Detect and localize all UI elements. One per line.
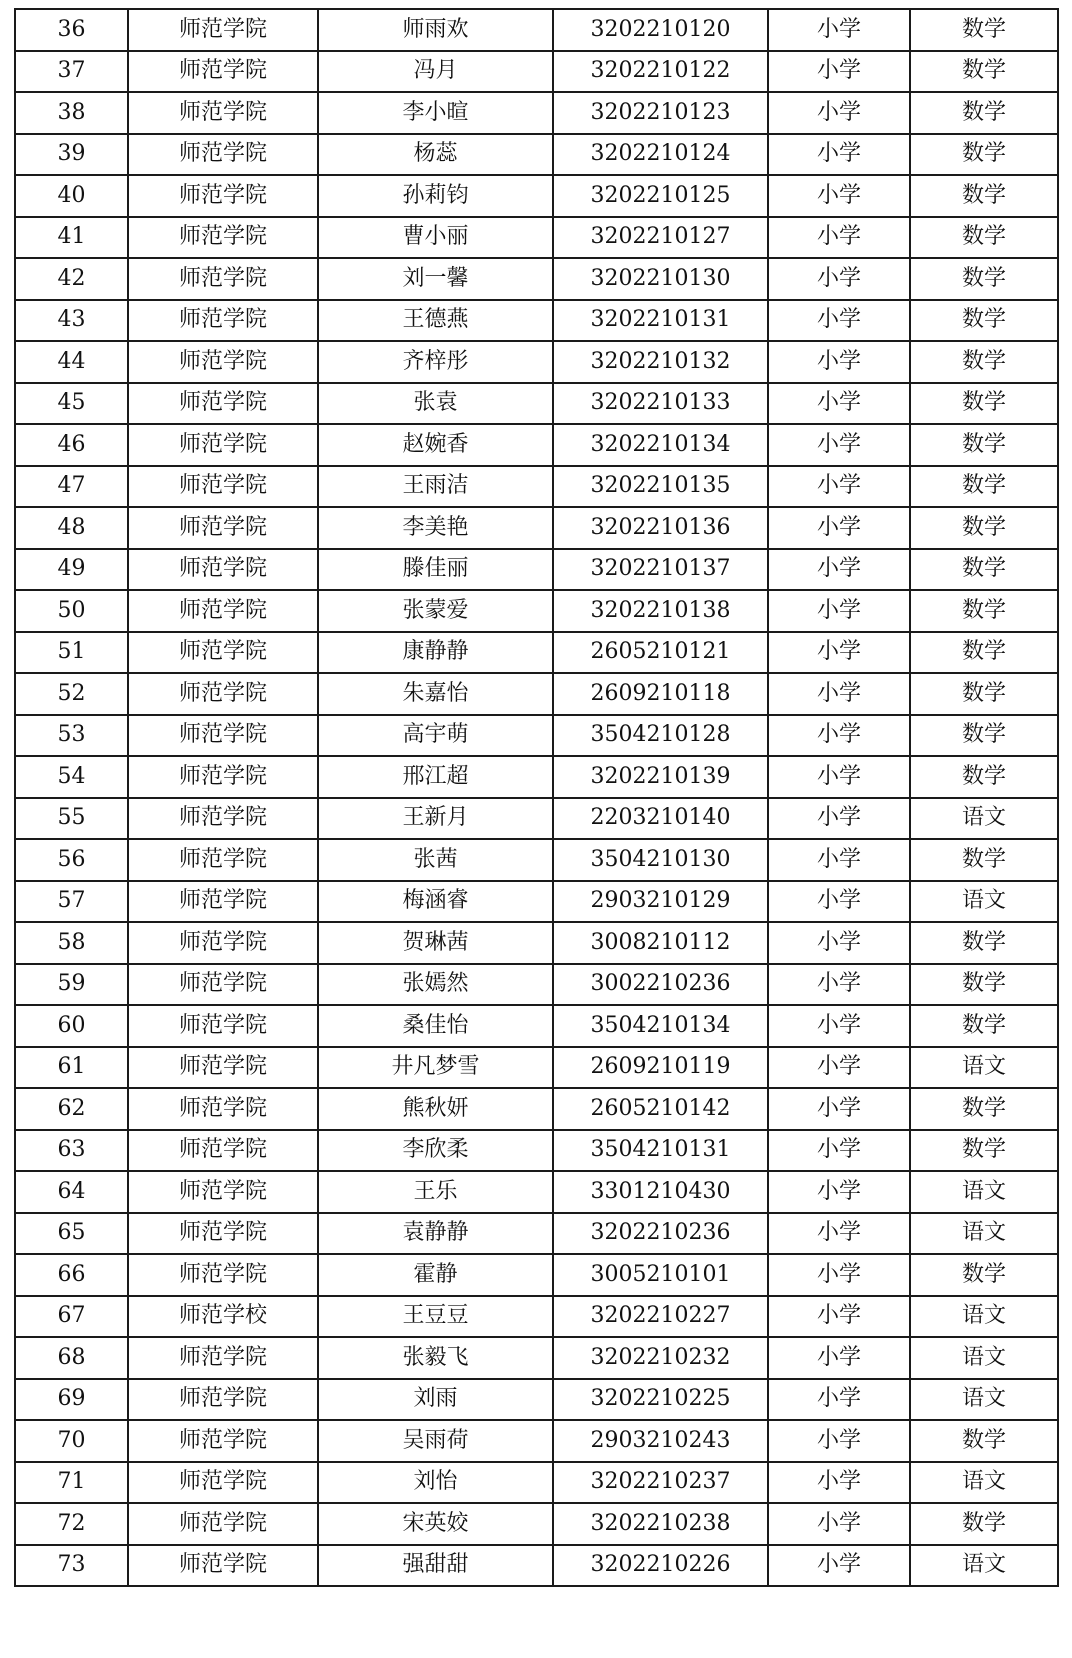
student-name-cell: 张毅飞 — [318, 1337, 553, 1379]
student-name-cell: 王德燕 — [318, 300, 553, 342]
subject-cell: 数学 — [910, 1005, 1058, 1047]
school-cell: 师范学院 — [128, 839, 318, 881]
subject-cell: 数学 — [910, 383, 1058, 425]
subject-cell: 数学 — [910, 590, 1058, 632]
table-row — [15, 590, 1058, 632]
table-row — [15, 632, 1058, 674]
school-cell: 师范学院 — [128, 756, 318, 798]
row-number-cell: 37 — [15, 51, 128, 93]
table-row — [15, 798, 1058, 840]
school-cell: 师范学院 — [128, 92, 318, 134]
row-number-cell: 68 — [15, 1337, 128, 1379]
school-stage-cell: 小学 — [768, 1296, 910, 1338]
subject-cell: 数学 — [910, 1254, 1058, 1296]
school-stage-cell: 小学 — [768, 134, 910, 176]
student-id-cell: 3202210123 — [553, 92, 768, 134]
school-stage-cell: 小学 — [768, 92, 910, 134]
school-stage-cell: 小学 — [768, 507, 910, 549]
row-number-cell: 40 — [15, 175, 128, 217]
row-number-cell: 51 — [15, 632, 128, 674]
row-number-cell: 57 — [15, 881, 128, 923]
row-number-cell: 41 — [15, 217, 128, 259]
roster-table-body — [15, 9, 1058, 1586]
table-row — [15, 92, 1058, 134]
row-number-cell: 56 — [15, 839, 128, 881]
school-stage-cell: 小学 — [768, 1337, 910, 1379]
school-stage-cell: 小学 — [768, 1503, 910, 1545]
student-id-cell: 3002210236 — [553, 964, 768, 1006]
school-cell: 师范学院 — [128, 549, 318, 591]
school-cell: 师范学院 — [128, 1254, 318, 1296]
school-stage-cell: 小学 — [768, 1462, 910, 1504]
school-stage-cell: 小学 — [768, 217, 910, 259]
table-row — [15, 715, 1058, 757]
table-row — [15, 1379, 1058, 1421]
row-number-cell: 61 — [15, 1047, 128, 1089]
student-id-cell: 3005210101 — [553, 1254, 768, 1296]
student-name-cell: 霍静 — [318, 1254, 553, 1296]
student-id-cell: 3202210120 — [553, 9, 768, 51]
school-cell: 师范学院 — [128, 507, 318, 549]
roster-table — [14, 8, 1059, 1587]
student-id-cell: 3202210137 — [553, 549, 768, 591]
table-row — [15, 839, 1058, 881]
school-stage-cell: 小学 — [768, 839, 910, 881]
school-cell: 师范学院 — [128, 798, 318, 840]
school-cell: 师范学院 — [128, 51, 318, 93]
subject-cell: 数学 — [910, 92, 1058, 134]
school-stage-cell: 小学 — [768, 258, 910, 300]
student-name-cell: 王雨洁 — [318, 466, 553, 508]
row-number-cell: 58 — [15, 922, 128, 964]
table-row — [15, 1337, 1058, 1379]
row-number-cell: 53 — [15, 715, 128, 757]
student-id-cell: 3202210134 — [553, 424, 768, 466]
table-row — [15, 964, 1058, 1006]
table-row — [15, 881, 1058, 923]
school-stage-cell: 小学 — [768, 549, 910, 591]
student-name-cell: 井凡梦雪 — [318, 1047, 553, 1089]
subject-cell: 语文 — [910, 798, 1058, 840]
student-name-cell: 齐梓彤 — [318, 341, 553, 383]
student-id-cell: 3301210430 — [553, 1171, 768, 1213]
subject-cell: 语文 — [910, 1379, 1058, 1421]
student-id-cell: 2609210119 — [553, 1047, 768, 1089]
student-name-cell: 强甜甜 — [318, 1545, 553, 1587]
table-row — [15, 134, 1058, 176]
student-id-cell: 2609210118 — [553, 673, 768, 715]
subject-cell: 数学 — [910, 134, 1058, 176]
student-id-cell: 2903210243 — [553, 1420, 768, 1462]
student-id-cell: 2903210129 — [553, 881, 768, 923]
row-number-cell: 45 — [15, 383, 128, 425]
student-name-cell: 宋英姣 — [318, 1503, 553, 1545]
school-stage-cell: 小学 — [768, 798, 910, 840]
table-row — [15, 1005, 1058, 1047]
row-number-cell: 42 — [15, 258, 128, 300]
student-name-cell: 李欣柔 — [318, 1130, 553, 1172]
subject-cell: 语文 — [910, 881, 1058, 923]
table-row — [15, 1420, 1058, 1462]
school-cell: 师范学院 — [128, 1337, 318, 1379]
school-stage-cell: 小学 — [768, 1171, 910, 1213]
school-cell: 师范学院 — [128, 715, 318, 757]
student-id-cell: 3202210237 — [553, 1462, 768, 1504]
roster-sheet — [14, 8, 1057, 1587]
school-stage-cell: 小学 — [768, 1545, 910, 1587]
student-name-cell: 师雨欢 — [318, 9, 553, 51]
school-cell: 师范学院 — [128, 424, 318, 466]
school-cell: 师范学院 — [128, 1047, 318, 1089]
table-row — [15, 175, 1058, 217]
row-number-cell: 69 — [15, 1379, 128, 1421]
school-cell: 师范学院 — [128, 217, 318, 259]
subject-cell: 数学 — [910, 258, 1058, 300]
table-row — [15, 1047, 1058, 1089]
student-name-cell: 高宇萌 — [318, 715, 553, 757]
student-id-cell: 3202210227 — [553, 1296, 768, 1338]
school-stage-cell: 小学 — [768, 383, 910, 425]
row-number-cell: 39 — [15, 134, 128, 176]
student-id-cell: 3202210125 — [553, 175, 768, 217]
student-name-cell: 王乐 — [318, 1171, 553, 1213]
row-number-cell: 52 — [15, 673, 128, 715]
row-number-cell: 73 — [15, 1545, 128, 1587]
row-number-cell: 70 — [15, 1420, 128, 1462]
student-name-cell: 滕佳丽 — [318, 549, 553, 591]
subject-cell: 数学 — [910, 217, 1058, 259]
subject-cell: 数学 — [910, 341, 1058, 383]
school-stage-cell: 小学 — [768, 1047, 910, 1089]
school-stage-cell: 小学 — [768, 1213, 910, 1255]
table-row — [15, 1213, 1058, 1255]
school-stage-cell: 小学 — [768, 424, 910, 466]
row-number-cell: 55 — [15, 798, 128, 840]
school-stage-cell: 小学 — [768, 1254, 910, 1296]
row-number-cell: 46 — [15, 424, 128, 466]
student-id-cell: 2203210140 — [553, 798, 768, 840]
student-name-cell: 桑佳怡 — [318, 1005, 553, 1047]
subject-cell: 语文 — [910, 1296, 1058, 1338]
table-row — [15, 1130, 1058, 1172]
student-id-cell: 3202210130 — [553, 258, 768, 300]
row-number-cell: 59 — [15, 964, 128, 1006]
student-id-cell: 3202210132 — [553, 341, 768, 383]
subject-cell: 语文 — [910, 1213, 1058, 1255]
row-number-cell: 47 — [15, 466, 128, 508]
student-id-cell: 3202210136 — [553, 507, 768, 549]
school-cell: 师范学院 — [128, 383, 318, 425]
row-number-cell: 60 — [15, 1005, 128, 1047]
row-number-cell: 71 — [15, 1462, 128, 1504]
student-name-cell: 张茜 — [318, 839, 553, 881]
row-number-cell: 50 — [15, 590, 128, 632]
subject-cell: 数学 — [910, 632, 1058, 674]
school-cell: 师范学院 — [128, 1005, 318, 1047]
school-stage-cell: 小学 — [768, 590, 910, 632]
school-stage-cell: 小学 — [768, 1420, 910, 1462]
school-stage-cell: 小学 — [768, 9, 910, 51]
subject-cell: 数学 — [910, 507, 1058, 549]
student-name-cell: 刘一馨 — [318, 258, 553, 300]
school-stage-cell: 小学 — [768, 964, 910, 1006]
school-cell: 师范学院 — [128, 1379, 318, 1421]
school-cell: 师范学院 — [128, 1088, 318, 1130]
row-number-cell: 66 — [15, 1254, 128, 1296]
school-stage-cell: 小学 — [768, 1130, 910, 1172]
table-row — [15, 673, 1058, 715]
student-name-cell: 张嫣然 — [318, 964, 553, 1006]
student-id-cell: 3202210127 — [553, 217, 768, 259]
student-id-cell: 3008210112 — [553, 922, 768, 964]
table-row — [15, 1171, 1058, 1213]
school-cell: 师范学院 — [128, 922, 318, 964]
table-row — [15, 51, 1058, 93]
student-name-cell: 邢江超 — [318, 756, 553, 798]
table-row — [15, 756, 1058, 798]
school-cell: 师范学院 — [128, 1171, 318, 1213]
student-id-cell: 3504210128 — [553, 715, 768, 757]
subject-cell: 数学 — [910, 51, 1058, 93]
school-cell: 师范学院 — [128, 881, 318, 923]
student-name-cell: 李美艳 — [318, 507, 553, 549]
row-number-cell: 62 — [15, 1088, 128, 1130]
student-name-cell: 李小暄 — [318, 92, 553, 134]
school-stage-cell: 小学 — [768, 341, 910, 383]
school-cell: 师范学院 — [128, 1420, 318, 1462]
school-cell: 师范学院 — [128, 590, 318, 632]
student-id-cell: 2605210121 — [553, 632, 768, 674]
student-name-cell: 赵婉香 — [318, 424, 553, 466]
table-row — [15, 1296, 1058, 1338]
subject-cell: 数学 — [910, 839, 1058, 881]
table-row — [15, 217, 1058, 259]
row-number-cell: 44 — [15, 341, 128, 383]
student-name-cell: 王豆豆 — [318, 1296, 553, 1338]
school-cell: 师范学院 — [128, 466, 318, 508]
student-name-cell: 王新月 — [318, 798, 553, 840]
student-name-cell: 袁静静 — [318, 1213, 553, 1255]
subject-cell: 数学 — [910, 424, 1058, 466]
school-cell: 师范学院 — [128, 1503, 318, 1545]
school-stage-cell: 小学 — [768, 1088, 910, 1130]
row-number-cell: 43 — [15, 300, 128, 342]
student-name-cell: 刘怡 — [318, 1462, 553, 1504]
school-stage-cell: 小学 — [768, 300, 910, 342]
student-id-cell: 3202210131 — [553, 300, 768, 342]
student-name-cell: 张蒙爱 — [318, 590, 553, 632]
table-row — [15, 466, 1058, 508]
subject-cell: 语文 — [910, 1462, 1058, 1504]
student-name-cell: 吴雨荷 — [318, 1420, 553, 1462]
subject-cell: 语文 — [910, 1337, 1058, 1379]
school-stage-cell: 小学 — [768, 881, 910, 923]
subject-cell: 数学 — [910, 1503, 1058, 1545]
school-stage-cell: 小学 — [768, 673, 910, 715]
student-name-cell: 杨蕊 — [318, 134, 553, 176]
student-id-cell: 3202210238 — [553, 1503, 768, 1545]
subject-cell: 语文 — [910, 1171, 1058, 1213]
row-number-cell: 64 — [15, 1171, 128, 1213]
row-number-cell: 72 — [15, 1503, 128, 1545]
table-row — [15, 383, 1058, 425]
school-stage-cell: 小学 — [768, 715, 910, 757]
student-id-cell: 3504210131 — [553, 1130, 768, 1172]
school-cell: 师范学院 — [128, 1545, 318, 1587]
student-id-cell: 3504210130 — [553, 839, 768, 881]
subject-cell: 数学 — [910, 756, 1058, 798]
row-number-cell: 65 — [15, 1213, 128, 1255]
student-id-cell: 3202210226 — [553, 1545, 768, 1587]
student-name-cell: 张袁 — [318, 383, 553, 425]
student-id-cell: 3202210122 — [553, 51, 768, 93]
table-row — [15, 549, 1058, 591]
student-id-cell: 3202210138 — [553, 590, 768, 632]
subject-cell: 数学 — [910, 922, 1058, 964]
table-row — [15, 300, 1058, 342]
student-name-cell: 贺琳茜 — [318, 922, 553, 964]
table-row — [15, 507, 1058, 549]
student-id-cell: 3202210133 — [553, 383, 768, 425]
student-name-cell: 曹小丽 — [318, 217, 553, 259]
student-name-cell: 朱嘉怡 — [318, 673, 553, 715]
school-stage-cell: 小学 — [768, 922, 910, 964]
subject-cell: 语文 — [910, 1047, 1058, 1089]
row-number-cell: 54 — [15, 756, 128, 798]
student-name-cell: 孙莉钧 — [318, 175, 553, 217]
student-name-cell: 梅涵睿 — [318, 881, 553, 923]
student-id-cell: 3202210225 — [553, 1379, 768, 1421]
school-cell: 师范学院 — [128, 673, 318, 715]
student-name-cell: 冯月 — [318, 51, 553, 93]
school-cell: 师范学院 — [128, 134, 318, 176]
table-row — [15, 922, 1058, 964]
school-cell: 师范学院 — [128, 1213, 318, 1255]
student-name-cell: 熊秋妍 — [318, 1088, 553, 1130]
student-id-cell: 3202210124 — [553, 134, 768, 176]
table-row — [15, 9, 1058, 51]
row-number-cell: 63 — [15, 1130, 128, 1172]
table-row — [15, 424, 1058, 466]
school-cell: 师范学院 — [128, 258, 318, 300]
subject-cell: 数学 — [910, 964, 1058, 1006]
row-number-cell: 38 — [15, 92, 128, 134]
row-number-cell: 49 — [15, 549, 128, 591]
student-id-cell: 3202210135 — [553, 466, 768, 508]
subject-cell: 语文 — [910, 1545, 1058, 1587]
school-stage-cell: 小学 — [768, 51, 910, 93]
school-stage-cell: 小学 — [768, 632, 910, 674]
table-row — [15, 258, 1058, 300]
school-cell: 师范学院 — [128, 341, 318, 383]
student-id-cell: 3202210139 — [553, 756, 768, 798]
student-id-cell: 3504210134 — [553, 1005, 768, 1047]
school-stage-cell: 小学 — [768, 175, 910, 217]
subject-cell: 数学 — [910, 549, 1058, 591]
school-stage-cell: 小学 — [768, 756, 910, 798]
school-cell: 师范学院 — [128, 964, 318, 1006]
subject-cell: 数学 — [910, 9, 1058, 51]
school-stage-cell: 小学 — [768, 1005, 910, 1047]
table-row — [15, 1503, 1058, 1545]
table-row — [15, 1254, 1058, 1296]
student-id-cell: 3202210236 — [553, 1213, 768, 1255]
subject-cell: 数学 — [910, 1130, 1058, 1172]
school-cell: 师范学院 — [128, 300, 318, 342]
school-stage-cell: 小学 — [768, 1379, 910, 1421]
school-cell: 师范学院 — [128, 632, 318, 674]
row-number-cell: 36 — [15, 9, 128, 51]
subject-cell: 数学 — [910, 175, 1058, 217]
school-cell: 师范学院 — [128, 175, 318, 217]
row-number-cell: 67 — [15, 1296, 128, 1338]
school-stage-cell: 小学 — [768, 466, 910, 508]
student-name-cell: 康静静 — [318, 632, 553, 674]
subject-cell: 数学 — [910, 466, 1058, 508]
school-cell: 师范学院 — [128, 1462, 318, 1504]
subject-cell: 数学 — [910, 673, 1058, 715]
subject-cell: 数学 — [910, 1088, 1058, 1130]
school-cell: 师范学院 — [128, 1130, 318, 1172]
row-number-cell: 48 — [15, 507, 128, 549]
subject-cell: 数学 — [910, 1420, 1058, 1462]
student-id-cell: 3202210232 — [553, 1337, 768, 1379]
student-id-cell: 2605210142 — [553, 1088, 768, 1130]
table-row — [15, 341, 1058, 383]
school-cell: 师范学院 — [128, 9, 318, 51]
school-cell: 师范学校 — [128, 1296, 318, 1338]
subject-cell: 数学 — [910, 715, 1058, 757]
student-name-cell: 刘雨 — [318, 1379, 553, 1421]
table-row — [15, 1462, 1058, 1504]
subject-cell: 数学 — [910, 300, 1058, 342]
table-row — [15, 1088, 1058, 1130]
table-row — [15, 1545, 1058, 1587]
